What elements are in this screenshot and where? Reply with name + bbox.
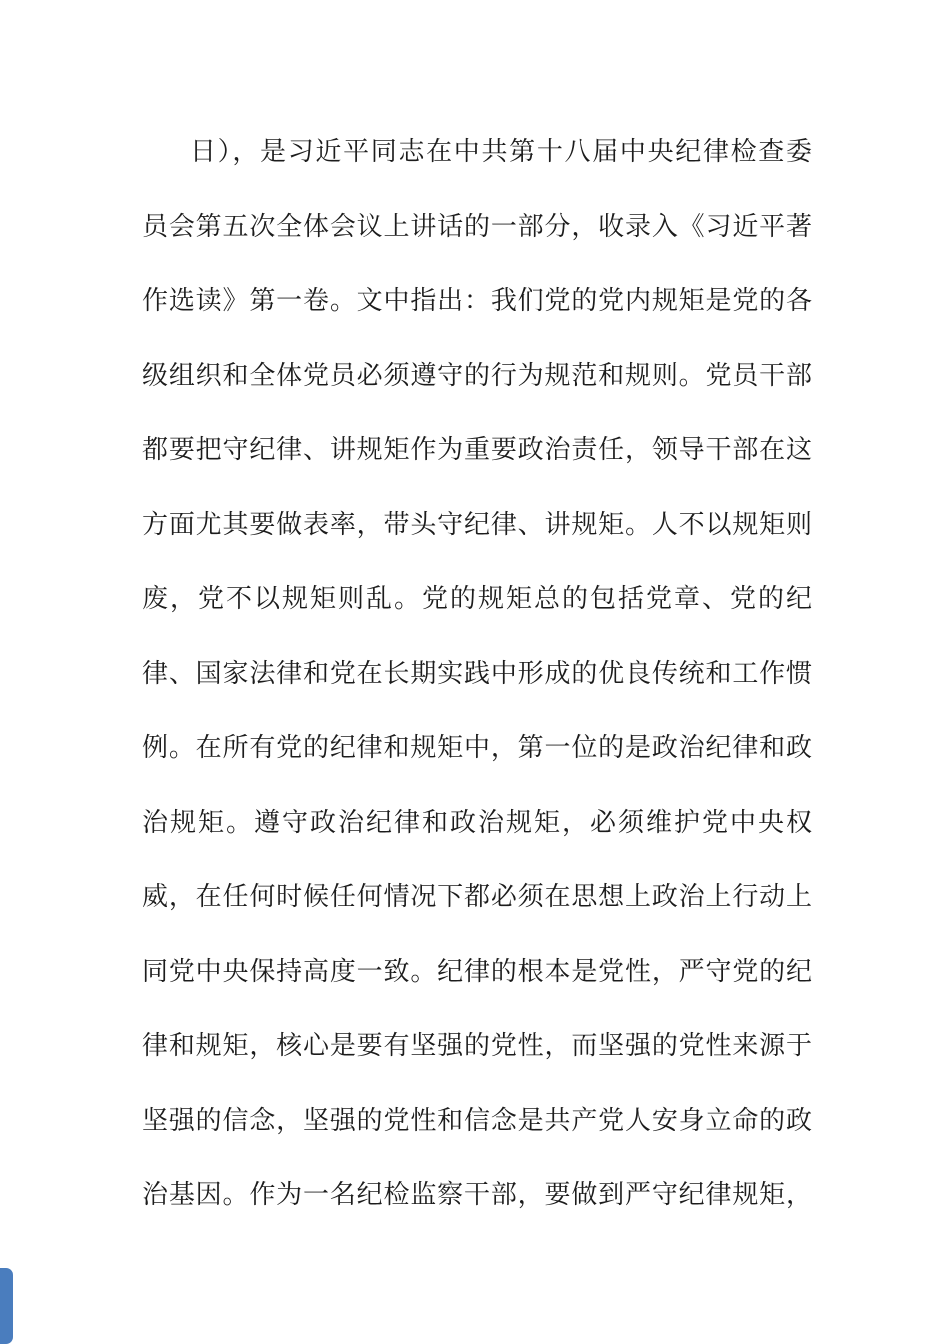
text-line-3: 作选读》第一卷。文中指出：我们党的党内规矩是党的各	[142, 286, 812, 315]
text-line-5: 都要把守纪律、讲规矩作为重要政治责任，领导干部在这	[142, 435, 812, 464]
text-line-1: 日），是习近平同志在中共第十八届中央纪律检查委	[190, 137, 812, 166]
text-line-10: 治规矩。遵守政治纪律和政治规矩，必须维护党中央权	[142, 807, 812, 837]
text-line-2: 员会第五次全体会议上讲话的一部分，收录入《习近平著	[142, 211, 812, 241]
text-line-9: 例。在所有党的纪律和规矩中，第一位的是政治纪律和政	[142, 733, 812, 762]
text-line-7: 废，党不以规矩则乱。党的规矩总的包括党章、党的纪	[142, 584, 812, 613]
text-line-11: 威，在任何时候任何情况下都必须在思想上政治上行动上	[142, 882, 812, 911]
text-line-13: 律和规矩，核心是要有坚强的党性，而坚强的党性来源于	[142, 1031, 812, 1060]
text-line-15: 治基因。作为一名纪检监察干部，要做到严守纪律规矩，	[142, 1180, 812, 1209]
left-edge-accent-bar	[0, 1268, 13, 1344]
text-line-6: 方面尤其要做表率，带头守纪律、讲规矩。人不以规矩则	[142, 509, 812, 539]
text-line-14: 坚强的信念，坚强的党性和信念是共产党人安身立命的政	[142, 1105, 812, 1135]
text-line-8: 律、国家法律和党在长期实践中形成的优良传统和工作惯	[142, 658, 812, 688]
text-line-12: 同党中央保持高度一致。纪律的根本是党性，严守党的纪	[142, 956, 812, 986]
text-line-4: 级组织和全体党员必须遵守的行为规范和规则。党员干部	[142, 360, 812, 390]
document-text-block	[142, 115, 812, 1233]
